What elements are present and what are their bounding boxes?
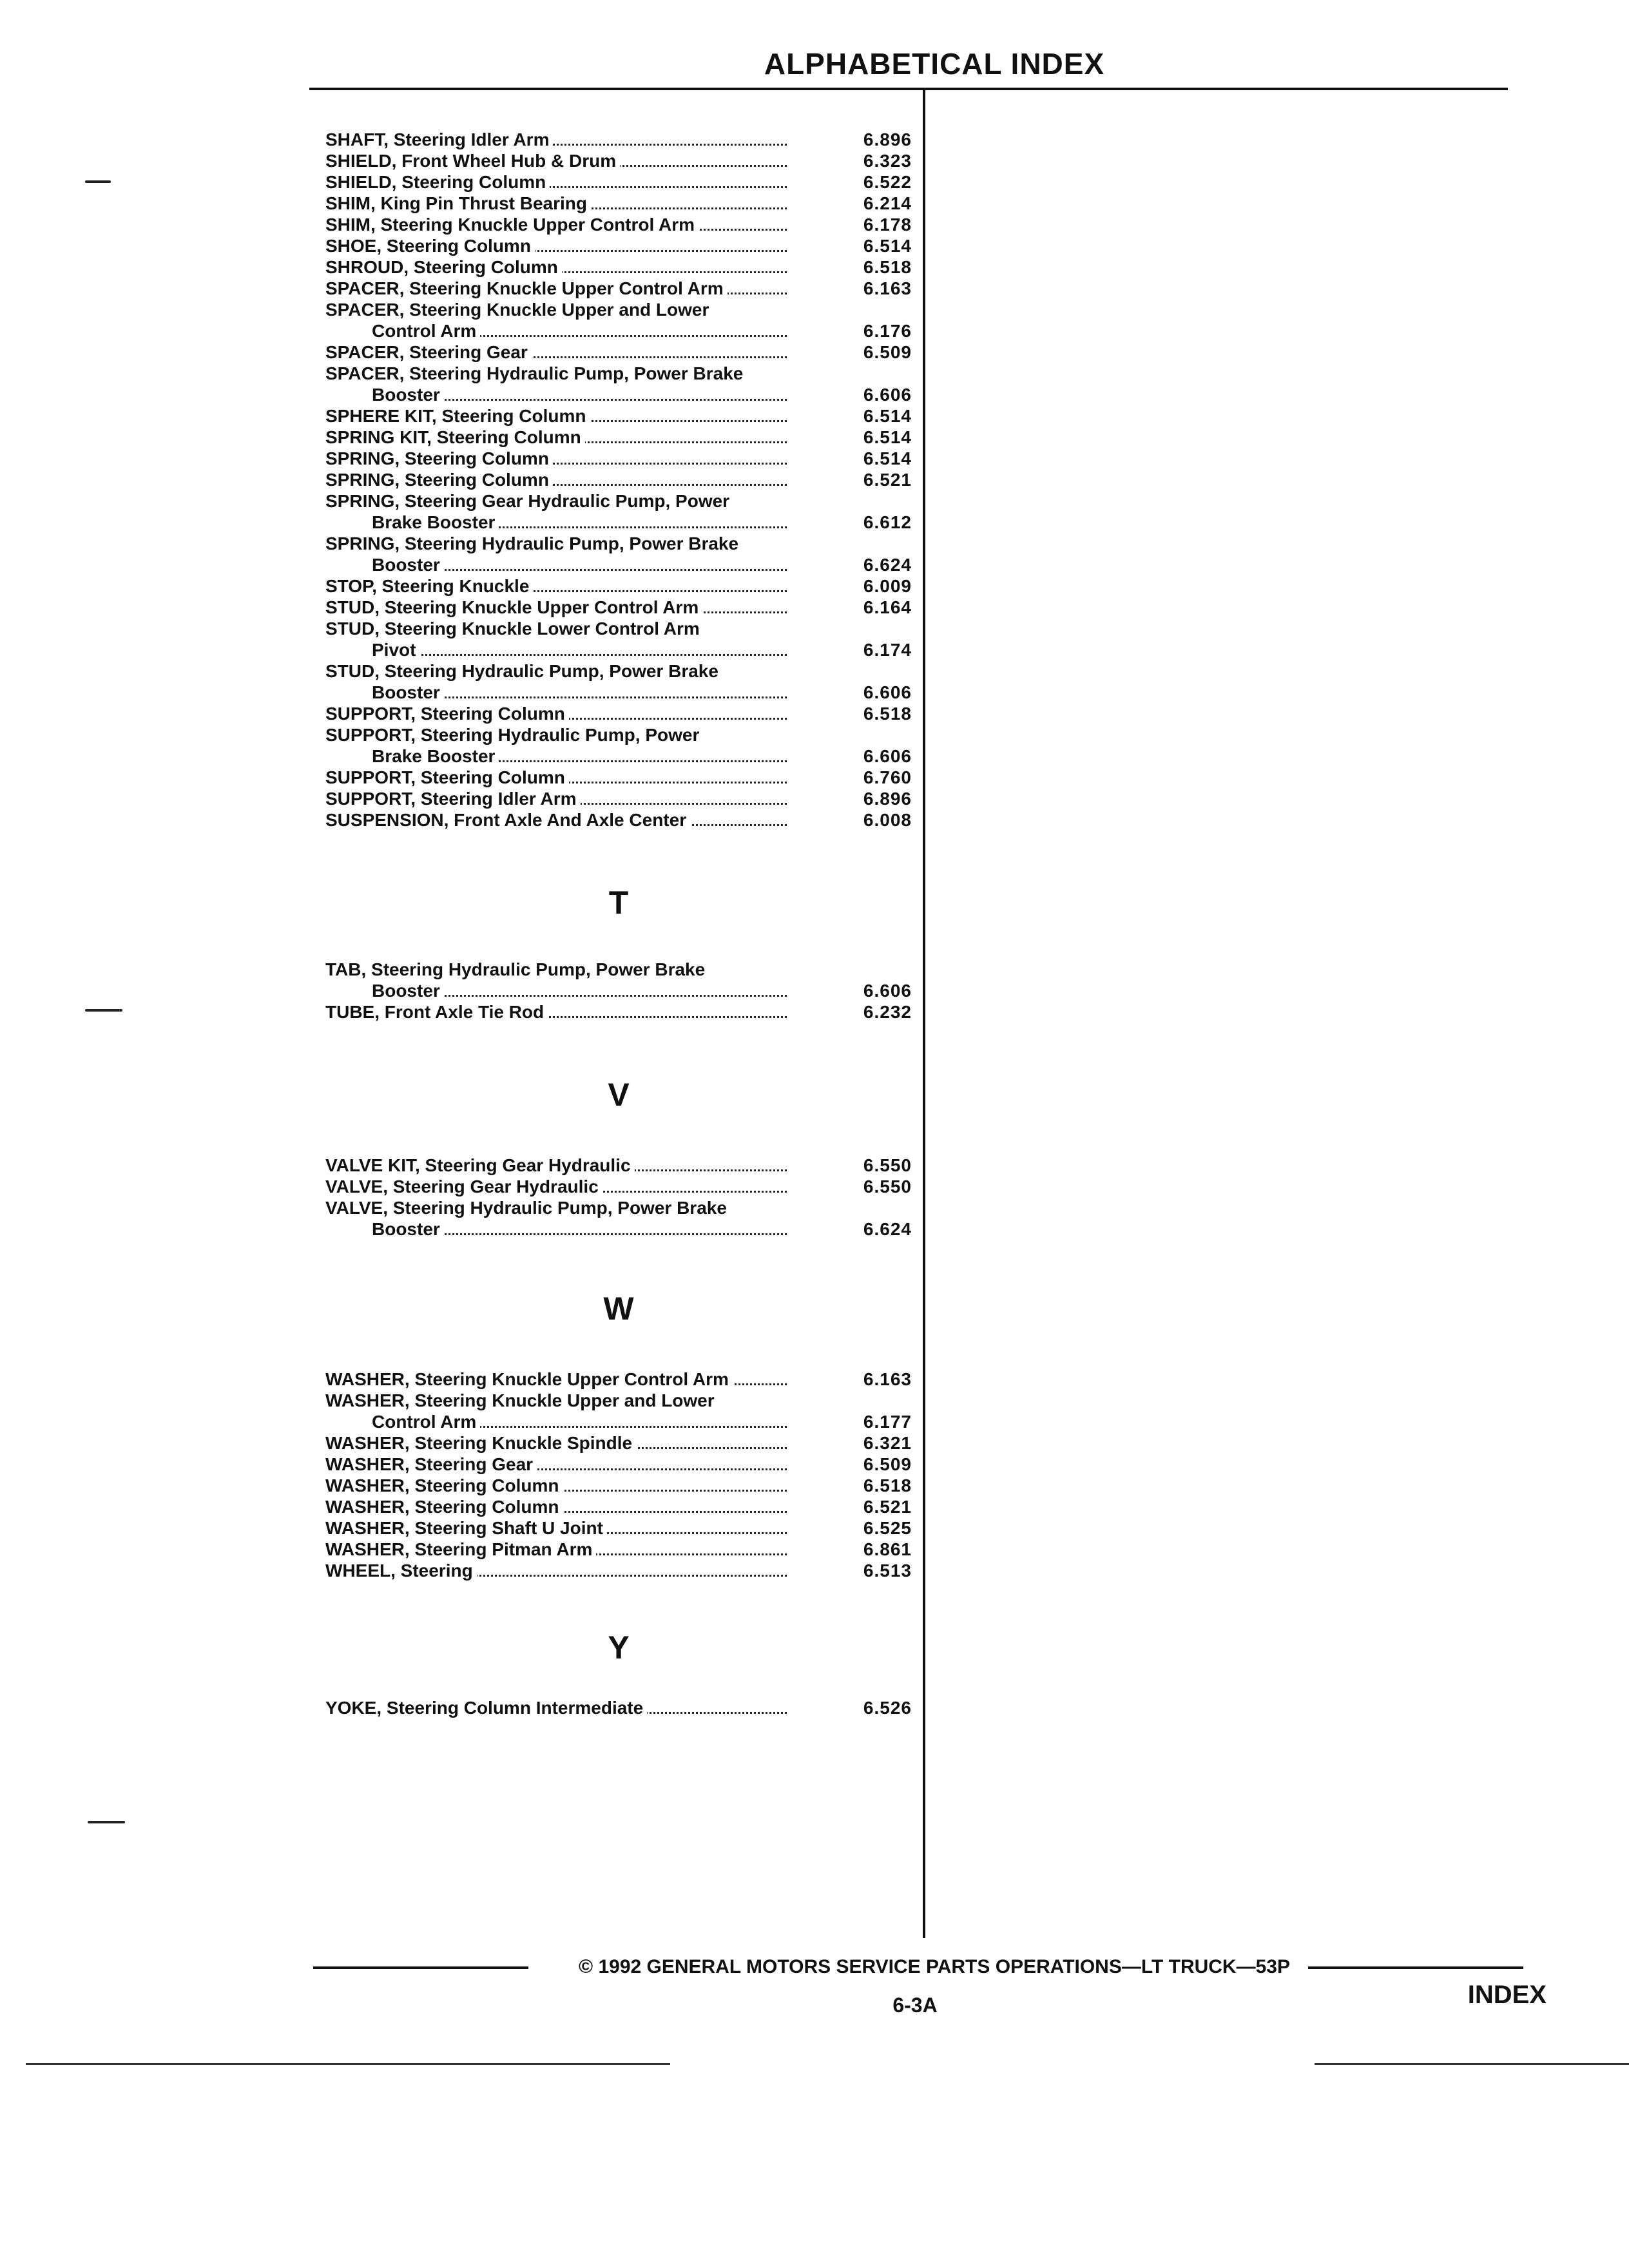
entry-page-ref: 6.522 xyxy=(863,172,912,192)
entry-text-box xyxy=(325,1697,787,1718)
index-group xyxy=(325,1155,912,1240)
section-label: INDEX xyxy=(1467,1981,1547,2009)
entry-text-box xyxy=(325,256,787,278)
entry-text: WASHER, Steering Knuckle Spindle xyxy=(325,1433,636,1453)
entry-text-box xyxy=(372,554,787,575)
entry-page-ref: 6.861 xyxy=(863,1539,912,1559)
entry-text: SHAFT, Steering Idler Arm xyxy=(325,130,553,149)
section-letter: V xyxy=(608,1077,630,1113)
index-entry-line xyxy=(325,1539,912,1560)
entry-page-ref: 6.550 xyxy=(863,1155,912,1175)
entry-text: STUD, Steering Hydraulic Pump, Power Brake xyxy=(325,661,722,681)
entry-page-ref: 6.606 xyxy=(863,682,912,702)
footer-copyright: © 1992 GENERAL MOTORS SERVICE PARTS OPERATIONS—LT TRUCK—53P xyxy=(579,1956,1290,1977)
entry-page-ref: 6.521 xyxy=(863,470,912,490)
index-entry-line xyxy=(325,214,912,235)
entry-page-ref: 6.514 xyxy=(863,236,912,256)
entry-text: SPACER, Steering Gear xyxy=(325,342,532,362)
entry-page-ref: 6.606 xyxy=(863,746,912,766)
index-entry-line xyxy=(325,1411,912,1432)
entry-text-box xyxy=(325,490,787,512)
entry-text-box xyxy=(325,427,787,448)
entry-text-box xyxy=(372,1218,787,1240)
entry-page-ref: 6.525 xyxy=(863,1518,912,1538)
entry-text: SUPPORT, Steering Column xyxy=(325,767,569,787)
entry-text-box xyxy=(325,1197,787,1218)
entry-text: SPHERE KIT, Steering Column xyxy=(325,406,590,426)
entry-text: TAB, Steering Hydraulic Pump, Power Brake xyxy=(325,959,709,979)
margin-mark xyxy=(88,1821,125,1823)
entry-text: Control Arm xyxy=(372,321,480,341)
entry-page-ref: 6.526 xyxy=(863,1698,912,1718)
index-group xyxy=(325,1697,912,1718)
entry-page-ref: 6.176 xyxy=(863,321,912,341)
entry-text-box xyxy=(325,278,787,299)
entry-text-box xyxy=(325,724,787,745)
entry-text-box xyxy=(325,1539,787,1560)
entry-text-box xyxy=(325,1475,787,1496)
index-entry-line xyxy=(325,1517,912,1539)
entry-text-box xyxy=(372,639,787,660)
entry-text: WASHER, Steering Knuckle Upper Control Arm xyxy=(325,1369,733,1389)
margin-mark xyxy=(85,1009,122,1012)
entry-page-ref: 6.624 xyxy=(863,555,912,575)
entry-page-ref: 6.008 xyxy=(863,810,912,830)
entry-text-box xyxy=(325,809,787,831)
index-entry-line xyxy=(325,363,912,384)
entry-text-box xyxy=(325,1432,787,1454)
entry-text: SPACER, Steering Hydraulic Pump, Power Brake xyxy=(325,363,747,383)
index-entry-line xyxy=(325,1454,912,1475)
entry-page-ref: 6.232 xyxy=(863,1002,912,1022)
entry-text: SPRING, Steering Column xyxy=(325,448,553,468)
index-entry-line xyxy=(325,1001,912,1023)
entry-text: SPRING, Steering Gear Hydraulic Pump, Power xyxy=(325,491,733,511)
index-entry-line xyxy=(325,1369,912,1390)
index-entry-line xyxy=(325,1176,912,1197)
entry-text-box xyxy=(325,788,787,809)
entry-text-box xyxy=(325,469,787,490)
entry-page-ref: 6.896 xyxy=(863,789,912,809)
entry-text: SPACER, Steering Knuckle Upper and Lower xyxy=(325,300,713,320)
entry-text-box xyxy=(372,980,787,1001)
entry-text: WASHER, Steering Shaft U Joint xyxy=(325,1518,607,1538)
entry-page-ref: 6.321 xyxy=(863,1433,912,1453)
index-entry-line xyxy=(325,682,912,703)
entry-text: YOKE, Steering Column Intermediate xyxy=(325,1698,647,1718)
index-group xyxy=(325,959,912,1023)
entry-text: WASHER, Steering Pitman Arm xyxy=(325,1539,596,1559)
index-entry-line xyxy=(325,1155,912,1176)
entry-text-box xyxy=(325,660,787,682)
entry-page-ref: 6.163 xyxy=(863,278,912,298)
entry-text: SHOE, Steering Column xyxy=(325,236,535,256)
entry-text: Control Arm xyxy=(372,1412,480,1432)
index-entry-line xyxy=(325,533,912,554)
entry-page-ref: 6.509 xyxy=(863,1454,912,1474)
entry-text-box xyxy=(325,1517,787,1539)
entry-text-box xyxy=(325,363,787,384)
entry-page-ref: 6.177 xyxy=(863,1412,912,1432)
entry-page-ref: 6.514 xyxy=(863,448,912,468)
entry-text: SHIM, Steering Knuckle Upper Control Arm xyxy=(325,215,699,235)
entry-text-box xyxy=(325,235,787,256)
entry-text: VALVE, Steering Gear Hydraulic xyxy=(325,1177,602,1196)
index-entry-line xyxy=(325,490,912,512)
entry-page-ref: 6.514 xyxy=(863,406,912,426)
entry-page-ref: 6.606 xyxy=(863,981,912,1001)
entry-page-ref: 6.606 xyxy=(863,385,912,405)
entry-text: STOP, Steering Knuckle xyxy=(325,576,533,596)
index-entry-line xyxy=(325,1560,912,1581)
entry-text-box xyxy=(325,405,787,427)
index-entry-line xyxy=(325,575,912,597)
entry-text-box xyxy=(325,767,787,788)
index-entry-line xyxy=(325,745,912,767)
index-entry-line xyxy=(325,724,912,745)
page-number: 6-3A xyxy=(892,1994,938,2017)
entry-page-ref: 6.612 xyxy=(863,512,912,532)
index-entry-line xyxy=(325,341,912,363)
entry-text: SHIELD, Steering Column xyxy=(325,172,550,192)
index-entry-line xyxy=(325,1432,912,1454)
section-letter: W xyxy=(603,1291,634,1327)
entry-text-box xyxy=(325,448,787,469)
entry-page-ref: 6.513 xyxy=(863,1561,912,1581)
entry-page-ref: 6.509 xyxy=(863,342,912,362)
index-entry-line xyxy=(325,554,912,575)
index-entry-line xyxy=(325,788,912,809)
index-entry-line xyxy=(325,256,912,278)
entry-text: STUD, Steering Knuckle Lower Control Arm xyxy=(325,619,704,639)
entry-text-box xyxy=(372,512,787,533)
entry-text: VALVE KIT, Steering Gear Hydraulic xyxy=(325,1155,635,1175)
entry-page-ref: 6.323 xyxy=(863,151,912,171)
entry-text-box xyxy=(325,575,787,597)
entry-text-box xyxy=(325,959,787,980)
entry-page-ref: 6.550 xyxy=(863,1177,912,1196)
entry-text-box xyxy=(325,1369,787,1390)
index-entry-line xyxy=(325,193,912,214)
index-group xyxy=(325,129,912,831)
entry-text-box xyxy=(325,1176,787,1197)
entry-text: Booster xyxy=(372,385,444,405)
entry-text: SPACER, Steering Knuckle Upper Control Arm xyxy=(325,278,728,298)
entry-text-box xyxy=(325,341,787,363)
entry-text: SPRING, Steering Hydraulic Pump, Power Brake xyxy=(325,533,742,553)
index-entry-line xyxy=(325,1475,912,1496)
index-entry-line xyxy=(325,1197,912,1218)
entry-text-box xyxy=(325,1390,787,1411)
entry-text: Booster xyxy=(372,555,444,575)
index-entry-line xyxy=(325,235,912,256)
index-entry-line xyxy=(325,384,912,405)
entry-text-box xyxy=(372,745,787,767)
entry-text: WASHER, Steering Column xyxy=(325,1497,563,1517)
entry-text: SHIM, King Pin Thrust Bearing xyxy=(325,193,591,213)
index-entry-line xyxy=(325,639,912,660)
section-letter: Y xyxy=(608,1629,630,1666)
entry-text-box xyxy=(325,597,787,618)
entry-text: SPRING, Steering Column xyxy=(325,470,553,490)
entry-text: SHIELD, Front Wheel Hub & Drum xyxy=(325,151,620,171)
entry-text-box xyxy=(372,1411,787,1432)
index-entry-line xyxy=(325,1218,912,1240)
index-entry-line xyxy=(325,129,912,150)
entry-text: WASHER, Steering Gear xyxy=(325,1454,537,1474)
entry-page-ref: 6.214 xyxy=(863,193,912,213)
entry-text: Booster xyxy=(372,981,444,1001)
entry-page-ref: 6.518 xyxy=(863,1475,912,1495)
footer-rule-left xyxy=(313,1966,528,1969)
index-entry-line xyxy=(325,150,912,171)
index-entry-line xyxy=(325,320,912,341)
entry-text: Booster xyxy=(372,682,444,702)
entry-text: SUSPENSION, Front Axle And Axle Center xyxy=(325,810,690,830)
entry-page-ref: 6.518 xyxy=(863,704,912,724)
entry-text: SHROUD, Steering Column xyxy=(325,257,562,277)
entry-text: TUBE, Front Axle Tie Rod xyxy=(325,1002,548,1022)
entry-page-ref: 6.174 xyxy=(863,640,912,660)
index-entry-line xyxy=(325,1496,912,1517)
entry-text-box xyxy=(325,129,787,150)
entry-text: Brake Booster xyxy=(372,746,499,766)
entry-text-box xyxy=(325,618,787,639)
entry-text: SPRING KIT, Steering Column xyxy=(325,427,585,447)
index-entry-line xyxy=(325,703,912,724)
bottom-rule-right xyxy=(1315,2063,1629,2065)
entry-page-ref: 6.163 xyxy=(863,1369,912,1389)
index-entry-line xyxy=(325,597,912,618)
entry-text: WASHER, Steering Column xyxy=(325,1475,563,1495)
entry-text-box xyxy=(372,320,787,341)
entry-text-box xyxy=(372,682,787,703)
index-entry-line xyxy=(325,278,912,299)
entry-text-box xyxy=(325,1560,787,1581)
entry-text-box xyxy=(325,193,787,214)
entry-text: WHEEL, Steering xyxy=(325,1561,477,1581)
entry-page-ref: 6.514 xyxy=(863,427,912,447)
entry-text-box xyxy=(325,533,787,554)
page-title: ALPHABETICAL INDEX xyxy=(764,47,1105,81)
entry-text: VALVE, Steering Hydraulic Pump, Power Brake xyxy=(325,1198,731,1218)
entry-text: SUPPORT, Steering Hydraulic Pump, Power xyxy=(325,725,703,745)
index-entry-line xyxy=(325,1390,912,1411)
margin-mark xyxy=(85,180,111,183)
entry-page-ref: 6.896 xyxy=(863,130,912,149)
entry-page-ref: 6.760 xyxy=(863,767,912,787)
entry-page-ref: 6.009 xyxy=(863,576,912,596)
column-divider xyxy=(923,89,925,1938)
entry-text-box xyxy=(325,214,787,235)
entry-page-ref: 6.164 xyxy=(863,597,912,617)
index-entry-line xyxy=(325,171,912,193)
entry-text: STUD, Steering Knuckle Upper Control Arm xyxy=(325,597,702,617)
index-entry-line xyxy=(325,767,912,788)
entry-text: SUPPORT, Steering Idler Arm xyxy=(325,789,581,809)
index-group xyxy=(325,1369,912,1581)
index-entry-line xyxy=(325,448,912,469)
index-entry-line xyxy=(325,660,912,682)
index-entry-line xyxy=(325,405,912,427)
index-entry-line xyxy=(325,1697,912,1718)
entry-text-box xyxy=(372,384,787,405)
entry-text-box xyxy=(325,299,787,320)
entry-text: Booster xyxy=(372,1219,444,1239)
entry-text-box xyxy=(325,1001,787,1023)
entry-text: SUPPORT, Steering Column xyxy=(325,704,569,724)
section-letter: T xyxy=(608,885,629,921)
index-entry-line xyxy=(325,809,912,831)
bottom-rule-left xyxy=(26,2063,670,2065)
index-entry-line xyxy=(325,512,912,533)
index-entry-line xyxy=(325,299,912,320)
entry-text-box xyxy=(325,1496,787,1517)
footer-rule-right xyxy=(1308,1966,1523,1969)
index-entry-line xyxy=(325,618,912,639)
index-entry-line xyxy=(325,980,912,1001)
entry-text-box xyxy=(325,150,787,171)
entry-page-ref: 6.521 xyxy=(863,1497,912,1517)
entry-page-ref: 6.518 xyxy=(863,257,912,277)
index-entry-line xyxy=(325,959,912,980)
entry-text-box xyxy=(325,171,787,193)
entry-text-box xyxy=(325,1155,787,1176)
entry-page-ref: 6.624 xyxy=(863,1219,912,1239)
entry-page-ref: 6.178 xyxy=(863,215,912,235)
header-rule xyxy=(309,88,1508,90)
index-entry-line xyxy=(325,427,912,448)
entry-text-box xyxy=(325,1454,787,1475)
entry-text: Brake Booster xyxy=(372,512,499,532)
index-entry-line xyxy=(325,469,912,490)
entry-text-box xyxy=(325,703,787,724)
entry-text: Pivot xyxy=(372,640,419,660)
entry-text: WASHER, Steering Knuckle Upper and Lower xyxy=(325,1390,718,1410)
